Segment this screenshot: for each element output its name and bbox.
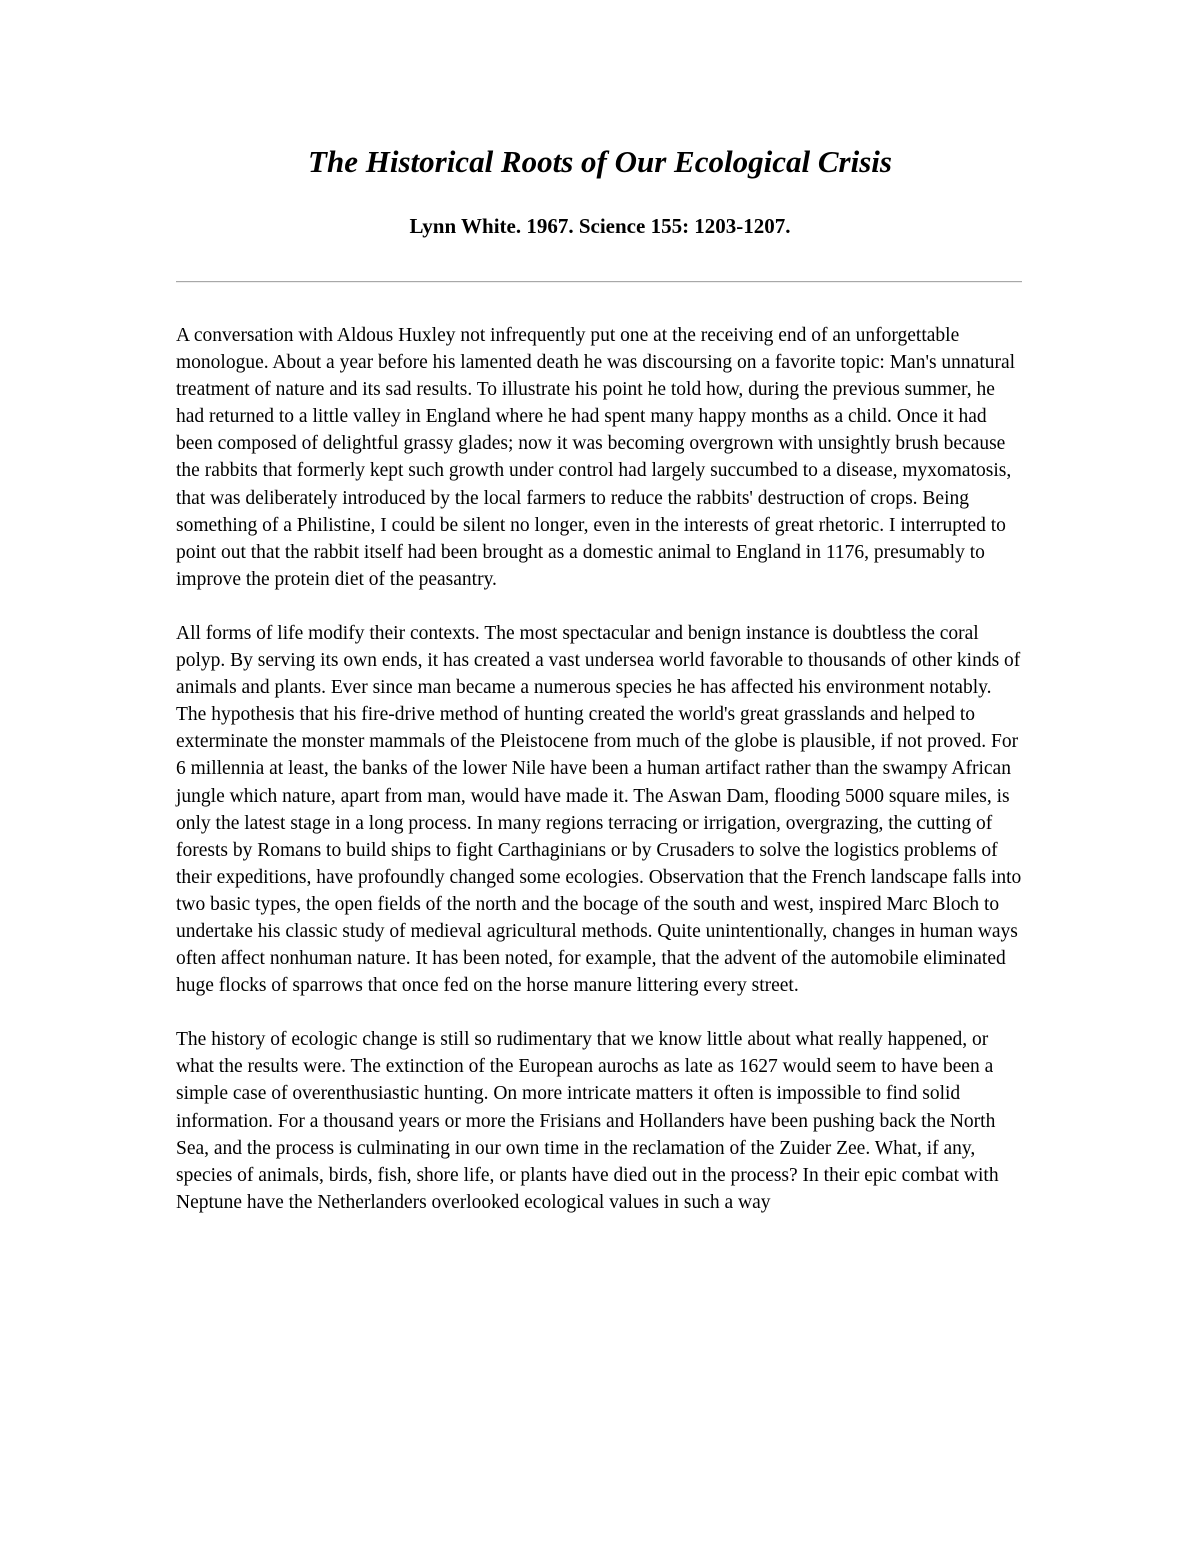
article-citation: Lynn White. 1967. Science 155: 1203-1207.: [409, 214, 791, 238]
paragraph-3: The history of ecologic change is still so rudimentary that we know little about what really happened, or what the results were. The extinction of the European aurochs as late as 1627 would seem to have been a simple case of overenthusiastic hunting. On more intricate matters it often is impossible to find solid information. For a thousand years or more the Frisians and Hollanders have been pushing back the North Sea, and the process is culminating in our own time in the reclamation of the Zuider Zee. What, if any, species of animals, birds, fish, shore life, or plants have died out in the process? In their epic combat with Neptune have the Netherlanders overlooked ecological values in such a way: [176, 1029, 999, 1213]
article-body: [176, 322, 1024, 1243]
article-title: The Historical Roots of Our Ecological Crisis: [308, 144, 892, 179]
paragraph-2: All forms of life modify their contexts. The most spectacular and benign instance is doubtless the coral polyp. By serving its own ends, it has created a vast undersea world favorable to thousands of other kinds of animals and plants. Ever since man became a numerous species he has affected his environment notably. The hypothesis that his fire-drive method of hunting created the world's great grasslands and helped to exterminate the monster mammals of the Pleistocene from much of the globe is plausible, if not proved. For 6 millennia at least, the banks of the lower Nile have been a human artifact rather than the swampy African jungle which nature, apart from man, would have made it. The Aswan Dam, flooding 5000 square miles, is only the latest stage in a long process. In many regions terracing or irrigation, overgrazing, the cutting of forests by Romans to build ships to fight Carthaginians or by Crusaders to solve the logistics problems of their expeditions, have profoundly changed some ecologies. Observation that the French landscape falls into two basic types, the open fields of the north and the bocage of the south and west, inspired Marc Bloch to undertake his classic study of medieval agricultural methods. Quite unintentionally, changes in human ways often affect nonhuman nature. It has been noted, for example, that the advent of the automobile eliminated huge flocks of sparrows that once fed on the horse manure littering every street.: [176, 622, 1022, 997]
paragraph-1: A conversation with Aldous Huxley not infrequently put one at the receiving end of an unforgettable monologue. About a year before his lamented death he was discoursing on a favorite topic: Man's unnatural treatment of nature and its sad results. To illustrate his point he told how, during the previous summer, he had returned to a little valley in England where he had spent many happy months as a child. Once it had been composed of delightful grassy glades; now it was becoming overgrown with unsightly brush because the rabbits that formerly kept such growth under control had largely succumbed to a disease, myxomatosis, that was deliberately introduced by the local farmers to reduce the rabbits' destruction of crops. Being something of a Philistine, I could be silent no longer, even in the interests of great rhetoric. I interrupted to point out that the rabbit itself had been brought as a domestic animal to England in 1176, presumably to improve the protein diet of the peasantry.: [176, 325, 1016, 590]
header-divider: [176, 281, 1022, 283]
